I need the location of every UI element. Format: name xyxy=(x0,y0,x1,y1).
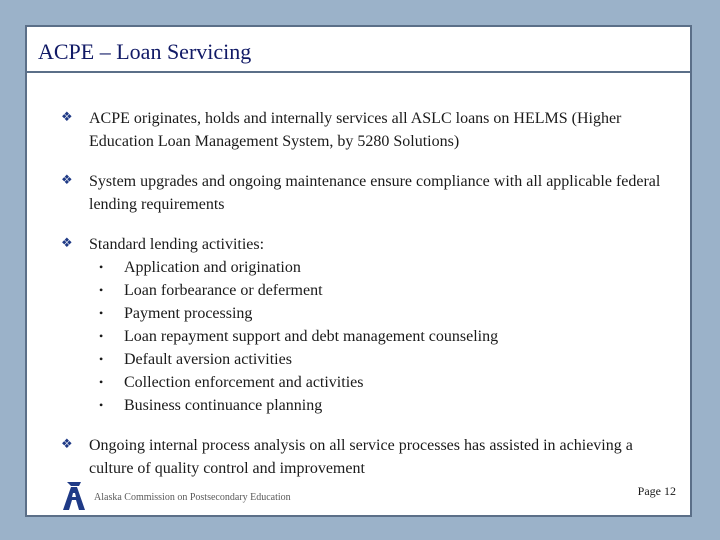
diamond-bullet-icon: ❖ xyxy=(61,173,73,188)
sub-item: • Loan forbearance or deferment xyxy=(89,279,671,302)
bullet-text: System upgrades and ongoing maintenance ensure compliance with all applicable federal lending requirements xyxy=(89,173,661,213)
slide-title: ACPE – Loan Servicing xyxy=(38,39,252,64)
bullet-text: ACPE originates, holds and internally services all ASLC loans on HELMS (Higher Education Loan Management System, by 5280 Solutions) xyxy=(89,110,622,150)
bullet-1 xyxy=(61,107,671,153)
bullet-3 xyxy=(61,233,671,417)
bullet-dot-icon: • xyxy=(99,352,104,366)
slide-content xyxy=(61,107,671,497)
sub-item: • Payment processing xyxy=(89,302,671,325)
acpe-logo-icon xyxy=(61,480,87,512)
bullet-dot-icon: • xyxy=(99,398,104,412)
sub-list xyxy=(89,256,671,417)
diamond-bullet-icon: ❖ xyxy=(61,110,73,125)
bullet-dot-icon: • xyxy=(99,306,104,320)
bullet-4 xyxy=(61,434,671,480)
bullet-dot-icon: • xyxy=(99,329,104,343)
diamond-bullet-icon: ❖ xyxy=(61,437,73,452)
bullet-2 xyxy=(61,170,671,216)
page-number: Page 12 xyxy=(637,484,676,498)
bullet-text: Ongoing internal process analysis on all service processes has assisted in achieving a culture of quality control and improvement xyxy=(89,437,633,477)
bullet-dot-icon: • xyxy=(99,375,104,389)
title-band xyxy=(27,27,690,73)
bullet-text: Standard lending activities: xyxy=(89,236,265,253)
sub-item: • Application and origination xyxy=(89,256,671,279)
slide xyxy=(25,25,692,517)
sub-item: • Loan repayment support and debt management counseling xyxy=(89,325,671,348)
footer-org-name: Alaska Commission on Postsecondary Education xyxy=(94,492,291,503)
sub-item: • Collection enforcement and activities xyxy=(89,371,671,394)
sub-item: • Default aversion activities xyxy=(89,348,671,371)
sub-item: • Business continuance planning xyxy=(89,394,671,417)
bullet-dot-icon: • xyxy=(99,283,104,297)
bullet-dot-icon: • xyxy=(99,260,104,274)
diamond-bullet-icon: ❖ xyxy=(61,236,73,251)
